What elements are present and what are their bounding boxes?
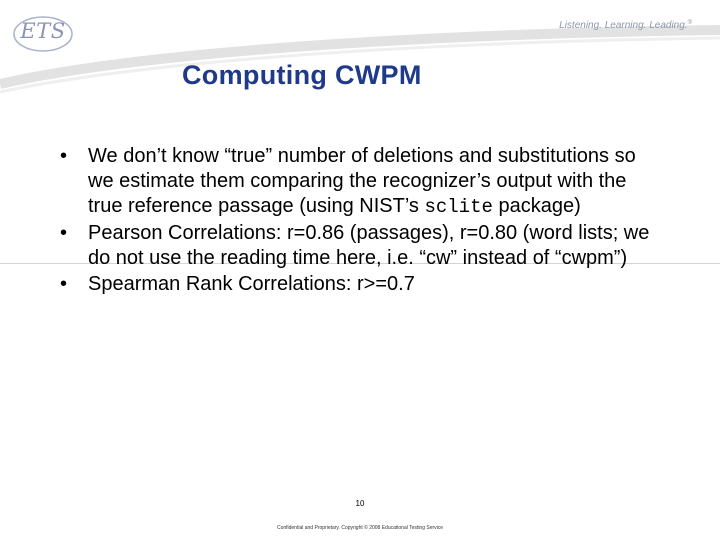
bullet-list [60, 144, 660, 298]
tagline-text: Listening. Learning. Leading. [559, 20, 688, 31]
bullet-text: Spearman Rank Correlations: r>=0.7 [88, 273, 415, 295]
bullet-code: sclite [424, 196, 493, 218]
bullet-text-end: package) [492, 195, 581, 217]
footer-copyright: Confidential and Proprietary. Copyright © 2008 Educational Testing Service [276, 525, 444, 531]
bullet-item [60, 272, 660, 297]
trademark-mark: ® [687, 20, 692, 26]
bullet-marker: • [60, 222, 68, 244]
tagline [559, 20, 692, 31]
ets-logo-text: ETS [20, 19, 66, 43]
bullet-text: Pearson Correlations: r=0.86 (passages), r=0.80 (word lists; we do not use the reading time here, i.e. “cw” instead of “cwpm”) [88, 222, 650, 269]
ets-logo [12, 14, 74, 54]
bullet-item [60, 221, 660, 271]
bullet-text: We don’t know “true” number of deletions and substitutions so we estimate them comparing the recognizer’s output with the true reference passage (using NIST’s [88, 145, 636, 217]
bullet-marker: • [60, 273, 68, 295]
page-number: 10 [355, 499, 365, 508]
slide-title: Computing CWPM [182, 60, 422, 90]
bullet-item [60, 144, 660, 220]
bullet-marker: • [60, 145, 68, 167]
